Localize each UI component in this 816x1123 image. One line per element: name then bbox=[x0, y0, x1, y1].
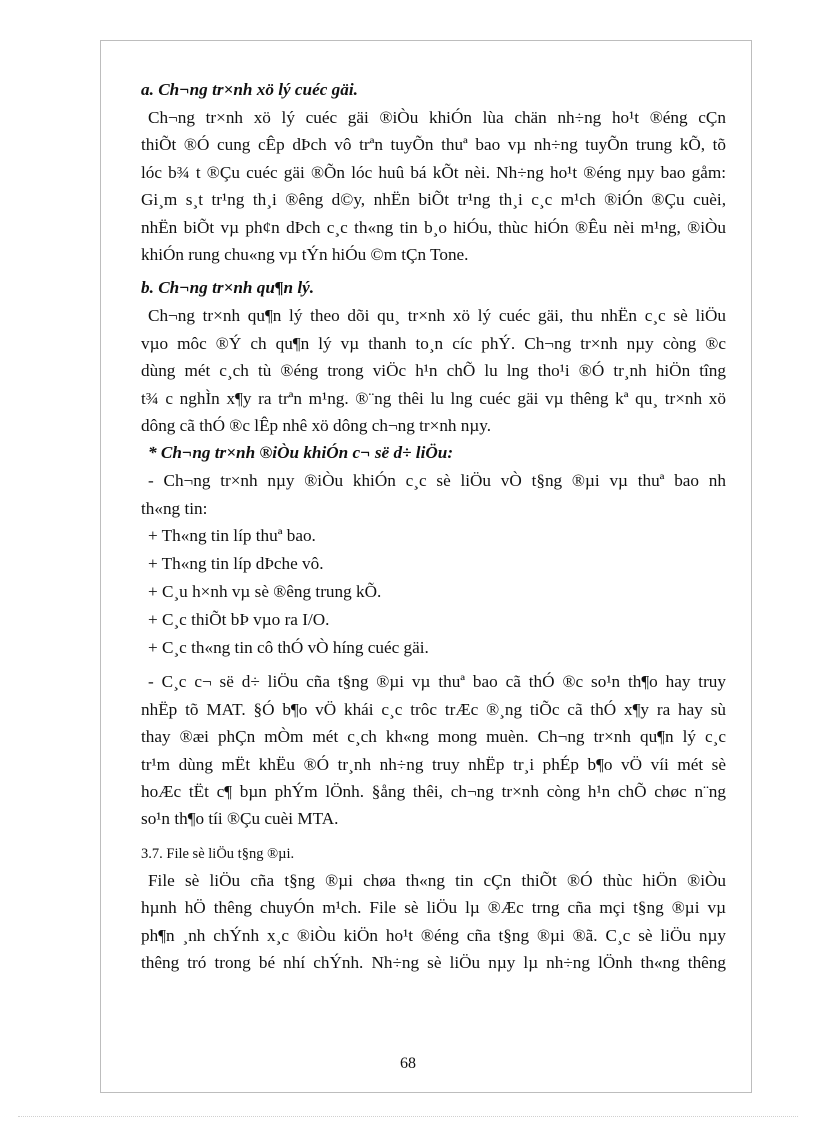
text-line: dông cã thÓ ®c lÊp nhê xö dông ch¬ng tr×nh nµy. bbox=[141, 416, 492, 436]
heading-star: * Ch¬ng tr×nh ®iÒu khiÓn c¬ së d÷ liÖu: bbox=[148, 443, 454, 463]
text-line: - C¸c c¬ së d÷ liÖu cña t§ng ®µi vµ thuª bao cã thÓ ®c so¹n th¶o hay truy bbox=[148, 672, 726, 692]
list-item: + Th«ng tin líp dÞche vô. bbox=[148, 554, 324, 574]
page-number: 68 bbox=[400, 1055, 416, 1072]
paragraph-a bbox=[141, 104, 726, 268]
text-line: - Ch¬ng tr×nh nµy ®iÒu khiÓn c¸c sè liÖu vÒ t§ng ®µi vµ thuª bao nh bbox=[148, 471, 726, 491]
text-line: nhËn biÕt vµ ph¢n dÞch c¸c th«ng tin b¸o hiÓu, thùc hiÓn ®Êu nèi m¹ng, ®iÒu bbox=[141, 217, 726, 237]
list-item: + C¸u h×nh vµ sè ®êng trung kÕ. bbox=[148, 582, 382, 602]
list-item: + Th«ng tin líp thuª bao. bbox=[148, 526, 316, 546]
text-line: so¹n th¶o tíi ®Çu cuèi MTA. bbox=[141, 809, 339, 829]
text-line: khiÓn rung chu«ng vµ tÝn hiÓu ©m tÇn Tone. bbox=[141, 245, 469, 265]
text-line: ph¶n ¸nh chÝnh x¸c ®iÒu kiÖn ho¹t ®éng cña t§ng ®µi ®ã. C¸c sè liÖu nµy bbox=[141, 925, 726, 945]
text-line: lóc b¾ t ®Çu cuéc gäi ®Õn lóc huû bá kÕt nèi. Nh÷ng ho¹t ®éng nµy bao gåm: bbox=[141, 162, 726, 182]
text-line: vµo môc ®Ý ch qu¶n lý vµ thanh to¸n cíc phÝ. Ch¬ng tr×nh nµy còng ®c bbox=[141, 333, 726, 353]
document-body bbox=[141, 76, 726, 976]
text-line: tr¹m dùng mËt khËu ®Ó tr¸nh nh÷ng truy nhËp tr¸i phÉp b¶o vÖ víi mét sè bbox=[141, 754, 726, 774]
text-line: Ch¬ng tr×nh qu¶n lý theo dõi qu¸ tr×nh xö lý cuéc gäi, thu nhËn c¸c sè liÖu bbox=[148, 306, 726, 326]
section-heading: 3.7. File sè liÖu t§ng ®µi. bbox=[141, 845, 295, 862]
text-line: dùng mét c¸ch tù ®éng trong viÖc h¹n chÕ lu lng tho¹i ®Ó tr¸nh hiÖn tîng bbox=[141, 361, 726, 381]
text-line: t¾ c nghÌn x¶y ra trªn m¹ng. ®¨ng thêi lu lng cuéc gäi vµ thêng kª qu¸ tr×nh xö bbox=[141, 388, 726, 408]
list-item: + C¸c thiÕt bÞ vµo ra I/O. bbox=[148, 610, 330, 630]
heading-b: b. Ch¬ng tr×nh qu¶n lý. bbox=[141, 278, 315, 298]
page-edge-divider bbox=[18, 1116, 798, 1117]
text-line: thêng tró trong bé nhí chÝnh. Nh÷ng sè liÖu nµy lµ nh÷ng lÖnh th«ng thêng bbox=[141, 952, 726, 972]
text-line: nhËp tõ MAT. §Ó b¶o vÖ khái c¸c trôc trÆc ®¸ng tiÕc cã thÓ x¶y ra hay sù bbox=[141, 699, 726, 719]
list-item: + C¸c th«ng tin cô thÓ vÒ híng cuéc gäi. bbox=[148, 638, 429, 658]
text-line: File sè liÖu cña t§ng ®µi chøa th«ng tin cÇn thiÕt ®Ó thùc hiÖn ®iÒu bbox=[148, 870, 726, 890]
paragraph-star bbox=[141, 467, 726, 522]
text-line: th«ng tin: bbox=[141, 498, 208, 518]
text-line: Gi¸m s¸t tr¹ng th¸i ®êng d©y, nhËn biÕt tr¹ng th¸i c¸c m¹ch ®iÓn ®Çu cuèi, bbox=[141, 190, 726, 210]
text-line: Ch¬ng tr×nh xö lý cuéc gäi ®iÒu khiÓn lùa chän nh÷ng ho¹t ®éng cÇn bbox=[148, 108, 726, 127]
text-line: hoÆc tËt c¶ bµn phÝm lÖnh. §ång thêi, ch¬ng tr×nh còng h¹n chÕ chøc n¨ng bbox=[141, 781, 726, 801]
text-line: thay ®æi phÇn mÒm mét c¸ch kh«ng mong muèn. Ch¬ng tr×nh qu¶n lý c¸c bbox=[141, 727, 726, 747]
paragraph-c bbox=[141, 668, 726, 832]
heading-a: a. Ch¬ng tr×nh xö lý cuéc gäi. bbox=[141, 80, 358, 99]
paragraph-b bbox=[141, 302, 726, 439]
text-line: hµnh hÖ thêng chuyÓn m¹ch. File sè liÖu lµ ®Æc trng cña mçi t§ng ®µi vµ bbox=[141, 898, 726, 918]
text-line: thiÕt ®Ó cung cÊp dÞch vô trªn tuyÕn thuª bao vµ nh÷ng tuyÕn trung kÕ, tõ bbox=[141, 135, 726, 155]
paragraph-d bbox=[141, 867, 726, 977]
